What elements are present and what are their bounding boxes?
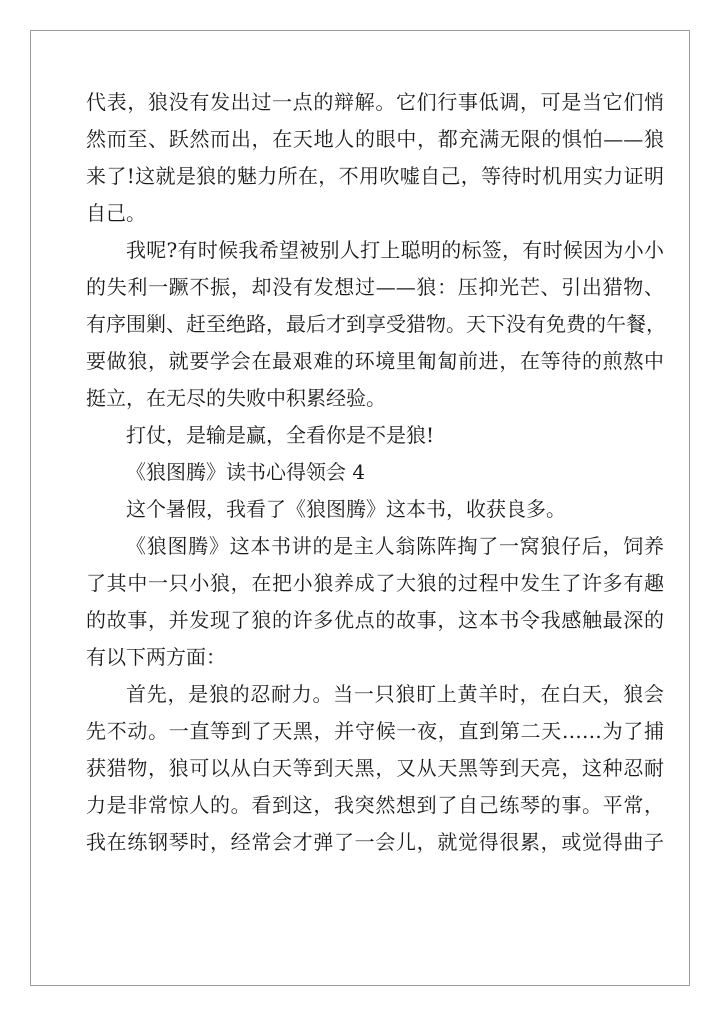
text-line: 这个暑假，我看了《狼图腾》这本书，收获良多。 — [126, 497, 566, 521]
text-line: 首先，是狼的忍耐力。当一只狼盯上黄羊时，在白天，狼会 — [126, 682, 664, 706]
text-line: 来了!这就是狼的魅力所在，不用吹嘘自己，等待时机用实力证明 — [86, 164, 664, 188]
text-line: 《狼图腾》这本书讲的是主人翁陈阵掏了一窝狼仔后，饲养 — [126, 534, 664, 558]
document-body — [86, 84, 664, 861]
text-line: 《狼图腾》读书心得领会 4 — [126, 460, 366, 484]
text-line: 有以下两方面： — [86, 645, 226, 669]
text-line: 代表，狼没有发出过一点的辩解。它们行事低调，可是当它们悄 — [86, 90, 664, 114]
text-line: 我呢?有时候我希望被别人打上聪明的标签，有时候因为小小 — [126, 238, 664, 262]
text-line: 自己。 — [86, 201, 146, 225]
text-line: 要做狼，就要学会在最艰难的环境里匍匐前进，在等待的煎熬中 — [86, 349, 664, 373]
text-line: 了其中一只小狼，在把小狼养成了大狼的过程中发生了许多有趣 — [86, 571, 664, 595]
text-line: 我在练钢琴时，经常会才弹了一会儿，就觉得很累，或觉得曲子 — [86, 830, 664, 854]
text-line: 的失利一蹶不振，却没有发想过——狼：压抑光芒、引出猎物、 — [86, 275, 664, 299]
text-line: 打仗，是输是赢，全看你是不是狼! — [126, 423, 435, 447]
text-line: 有序围剿、赶至绝路，最后才到享受猎物。天下没有免费的午餐， — [86, 312, 666, 336]
text-line: 然而至、跃然而出，在天地人的眼中，都充满无限的惧怕——狼 — [86, 127, 664, 151]
text-line: 挺立，在无尽的失败中积累经验。 — [86, 386, 386, 410]
text-line: 获猎物，狼可以从白天等到天黑，又从天黑等到天亮，这种忍耐 — [86, 756, 664, 780]
text-line: 力是非常惊人的。看到这，我突然想到了自己练琴的事。平常， — [86, 793, 664, 817]
text-line: 的故事，并发现了狼的许多优点的故事，这本书令我感触最深的 — [86, 608, 664, 632]
text-line: 先不动。一直等到了天黑，并守候一夜，直到第二天……为了捕 — [86, 719, 664, 743]
